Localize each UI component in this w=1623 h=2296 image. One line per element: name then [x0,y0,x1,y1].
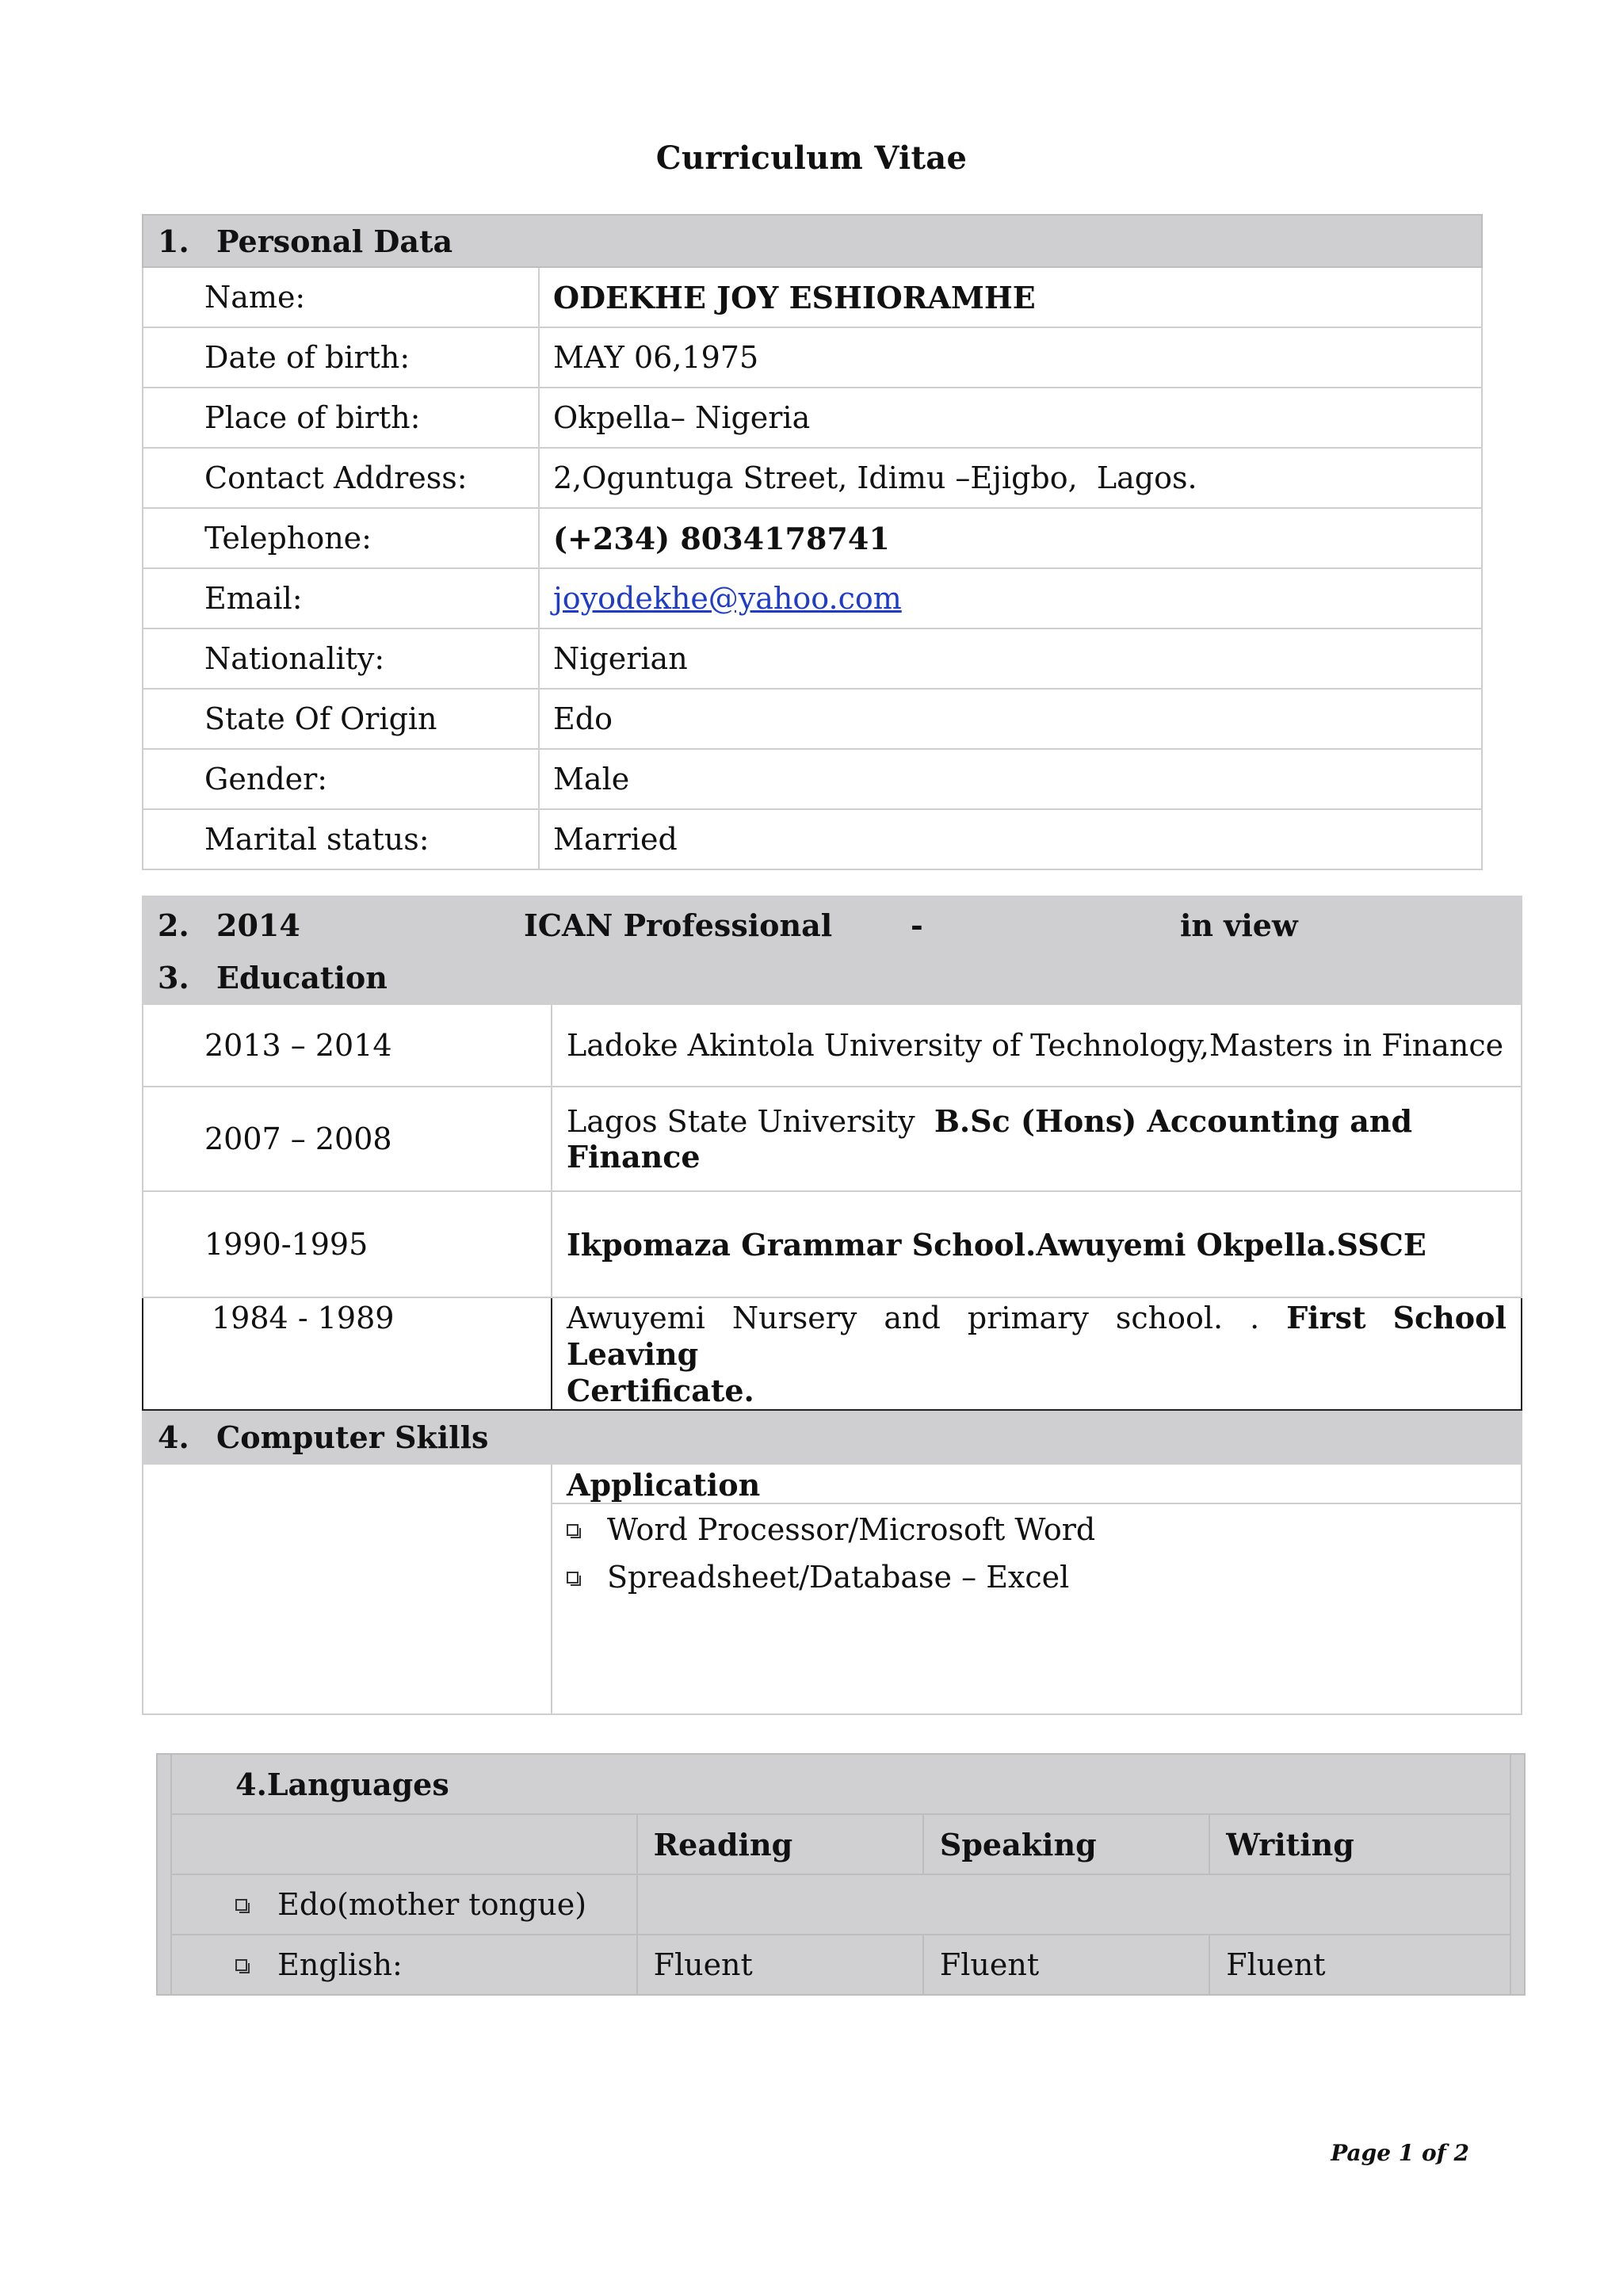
row-name [143,267,1482,327]
value-place-of-birth: Okpella– Nigeria [539,388,1482,448]
skills-list [552,1504,1521,1601]
education-year-separator: - [297,1301,308,1335]
checkbox-bullet-icon [235,1899,247,1911]
professional-status: in view [1180,907,1298,943]
section-number: 1. [158,223,189,259]
value-name: ODEKHE JOY ESHIORAMHE [539,267,1482,327]
skills-list-item: Word Processor/Microsoft Word [567,1506,1507,1553]
label-nationality: Nationality: [143,628,539,689]
label-state-of-origin: State Of Origin [143,689,539,749]
education-row [143,1087,1522,1191]
row-telephone [143,508,1482,568]
section-header-professional [143,896,1522,950]
language-speaking: Fluent [923,1935,1209,1995]
checkbox-bullet-icon [235,1959,247,1971]
label-marital-status: Marital status: [143,809,539,869]
row-email [143,568,1482,628]
section-title: Personal Data [216,223,453,259]
language-writing: Fluent [1209,1935,1510,1995]
language-reading: Fluent [637,1935,923,1995]
value-state-of-origin: Edo [539,689,1482,749]
professional-name: ICAN Professional [524,907,833,943]
section-number: 4. [158,1419,189,1455]
column-reading: Reading [637,1814,923,1874]
language-levels-empty [637,1874,1510,1935]
professional-year: 2014 [216,907,300,943]
label-name: Name: [143,267,539,327]
email-link[interactable]: joyodekhe@yahoo.com [553,581,902,616]
value-contact-address [539,448,1482,508]
value-date-of-birth: MAY 06,1975 [539,327,1482,388]
row-date-of-birth [143,327,1482,388]
languages-header-row [157,1754,1525,1814]
label-email: Email: [143,568,539,628]
languages-table [156,1753,1526,1996]
education-years [143,1297,552,1410]
education-detail-line2: Certificate. [567,1373,754,1408]
row-place-of-birth [143,388,1482,448]
row-state-of-origin [143,689,1482,749]
value-telephone: (+234) 8034178741 [539,508,1482,568]
education-degree: B.Sc (Hons) Accounting and Finance [567,1103,1413,1175]
skills-row [143,1464,1522,1714]
row-gender [143,749,1482,809]
skills-cell [552,1464,1522,1714]
education-row [143,1191,1522,1297]
row-contact-address [143,448,1482,508]
column-writing: Writing [1209,1814,1510,1874]
section-number: 3. [158,959,189,995]
skills-application-heading: Application [552,1465,1521,1504]
section-header-computer-skills [143,1410,1522,1464]
professional-dash: - [911,907,923,943]
checkbox-bullet-icon [567,1524,579,1536]
language-row-edo [157,1874,1525,1935]
education-year-end: 1989 [317,1301,395,1335]
personal-data-table [142,214,1483,870]
languages-blank-header [171,1814,636,1874]
row-nationality [143,628,1482,689]
section-title: Computer Skills [216,1419,489,1455]
education-row [143,1004,1522,1087]
label-gender: Gender: [143,749,539,809]
education-row [143,1297,1522,1410]
checkbox-bullet-icon [567,1572,579,1584]
education-skills-table [142,896,1522,1715]
education-detail: Ladoke Akintola University of Technology,Masters in Finance [552,1004,1522,1087]
page-number: Page 1 of 2 [1331,2140,1469,2166]
language-row-english [157,1935,1525,1995]
education-detail [552,1297,1522,1410]
education-years: 2007 – 2008 [143,1087,552,1191]
value-marital-status: Married [539,809,1482,869]
label-contact-address: Contact Address: [143,448,539,508]
label-telephone: Telephone: [143,508,539,568]
section-header-education [143,950,1522,1004]
education-detail-line1: Awuyemi Nursery and primary school. . First School Leaving [567,1300,1507,1372]
label-date-of-birth: Date of birth: [143,327,539,388]
education-year-start: 1984 [212,1301,288,1335]
contact-address-text: 2,Oguntuga Street, Idimu –Ejigbo, Lagos. [553,460,1197,495]
row-marital-status [143,809,1482,869]
section-header-personal [143,215,1482,267]
languages-title: 4.Languages [171,1754,1510,1814]
education-detail [552,1087,1522,1191]
education-years: 2013 – 2014 [143,1004,552,1087]
value-email-cell [539,568,1482,628]
education-institution: Lagos State University [567,1104,915,1139]
languages-columns-row [157,1814,1525,1874]
skills-empty-cell [143,1464,552,1714]
language-name: Edo(mother tongue) [171,1874,636,1935]
language-name: English: [171,1935,636,1995]
value-nationality: Nigerian [539,628,1482,689]
label-place-of-birth: Place of birth: [143,388,539,448]
skills-list-item: Spreadsheet/Database – Excel [567,1553,1507,1601]
education-years: 1990-1995 [143,1191,552,1297]
section-number: 2. [158,907,189,943]
document-title: Curriculum Vitae [655,139,968,177]
section-title: Education [216,959,388,995]
value-gender: Male [539,749,1482,809]
column-speaking: Speaking [923,1814,1209,1874]
education-detail: Ikpomaza Grammar School.Awuyemi Okpella.SSCE [552,1191,1522,1297]
